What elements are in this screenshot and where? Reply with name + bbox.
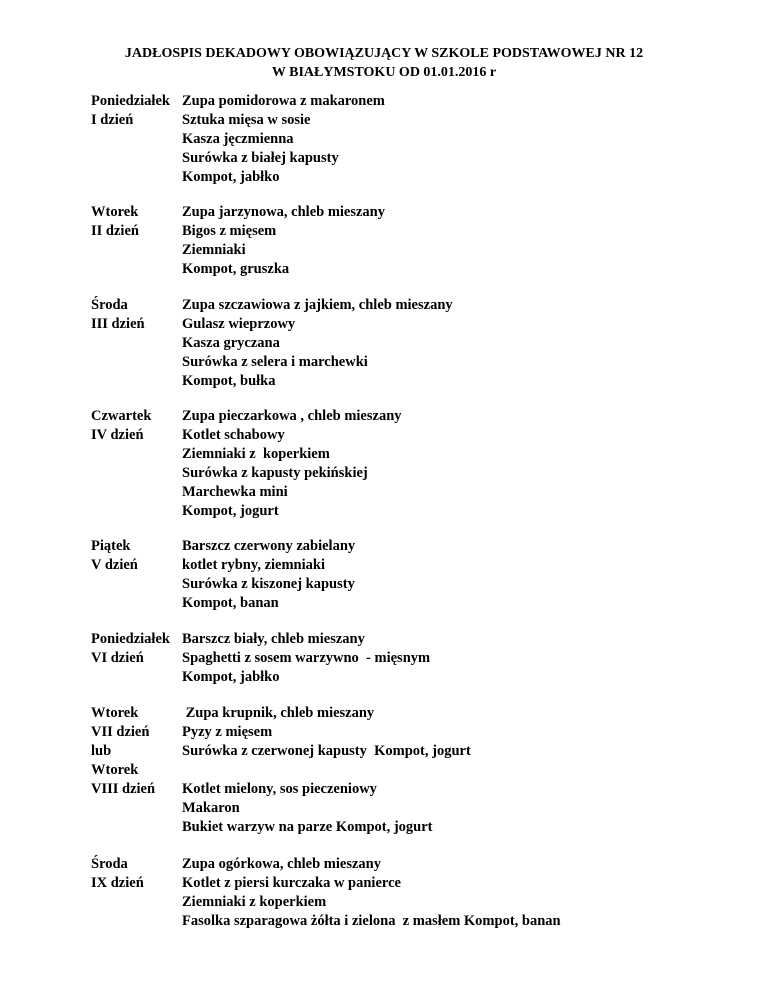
menu-row xyxy=(91,260,751,279)
day-block xyxy=(91,92,751,187)
menu-row xyxy=(91,855,751,874)
menu-row xyxy=(91,742,751,761)
dish-item: Kompot, jabłko xyxy=(182,169,280,185)
dish-item: Kompot, gruszka xyxy=(182,261,290,277)
menu-row xyxy=(91,874,751,893)
dish-item: Zupa krupnik, chleb mieszany xyxy=(182,705,375,721)
day-label: VIII dzień xyxy=(91,781,156,797)
menu-row xyxy=(91,502,751,521)
menu-row xyxy=(91,761,751,780)
dish-item: Fasolka szparagowa żółta i zielona z masłem Kompot, banan xyxy=(182,913,561,929)
day-label: Czwartek xyxy=(91,408,152,424)
menu-row xyxy=(91,334,751,353)
menu-row xyxy=(91,912,751,931)
dish-item: Ziemniaki z koperkiem xyxy=(182,446,330,462)
dish-item: Kompot, jogurt xyxy=(182,503,279,519)
menu-row xyxy=(91,92,751,111)
day-label: IV dzień xyxy=(91,427,144,443)
menu-row xyxy=(91,556,751,575)
menu-row xyxy=(91,723,751,742)
dish-item: Zupa jarzynowa, chleb mieszany xyxy=(182,204,385,220)
dish-item: Ziemniaki xyxy=(182,242,246,258)
menu-row xyxy=(91,315,751,334)
menu-row xyxy=(91,818,751,837)
menu-row xyxy=(91,130,751,149)
dish-item: Sztuka mięsa w sosie xyxy=(182,112,311,128)
dish-item: Gulasz wieprzowy xyxy=(182,316,296,332)
dish-item: Kompot, banan xyxy=(182,595,279,611)
day-block xyxy=(91,630,751,687)
menu-row xyxy=(91,241,751,260)
dish-item: Zupa ogórkowa, chleb mieszany xyxy=(182,856,381,872)
menu-row xyxy=(91,704,751,723)
day-label: III dzień xyxy=(91,316,145,332)
dish-item: Spaghetti z sosem warzywno - mięsnym xyxy=(182,650,431,666)
dish-item: Bigos z mięsem xyxy=(182,223,277,239)
menu-row xyxy=(91,353,751,372)
menu-row xyxy=(91,407,751,426)
dish-item: Kotlet z piersi kurczaka w panierce xyxy=(182,875,401,891)
day-label: Piątek xyxy=(91,538,131,554)
day-label: I dzień xyxy=(91,112,134,128)
day-label: Środa xyxy=(91,856,128,872)
dish-item: kotlet rybny, ziemniaki xyxy=(182,557,325,573)
title-line-1: JADŁOSPIS DEKADOWY OBOWIĄZUJĄCY W SZKOLE PODSTAWOWEJ NR 12 xyxy=(124,46,644,61)
dish-item: Barszcz czerwony zabielany xyxy=(182,538,356,554)
day-block xyxy=(91,296,751,391)
dish-item: Kotlet schabowy xyxy=(182,427,285,443)
dish-item: Surówka z czerwonej kapusty Kompot, jogurt xyxy=(182,743,471,759)
dish-item: Ziemniaki z koperkiem xyxy=(182,894,327,910)
day-block xyxy=(91,855,751,931)
menu-row xyxy=(91,464,751,483)
day-block xyxy=(91,704,751,837)
menu-row xyxy=(91,222,751,241)
dish-item: Surówka z kapusty pekińskiej xyxy=(182,465,368,481)
day-label: IX dzień xyxy=(91,875,144,891)
dish-item: Zupa pomidorowa z makaronem xyxy=(182,93,385,109)
dish-item: Makaron xyxy=(182,800,240,816)
menu-row xyxy=(91,780,751,799)
day-block xyxy=(91,537,751,613)
day-label: II dzień xyxy=(91,223,139,239)
dish-item: Kompot, bułka xyxy=(182,373,276,389)
menu-row xyxy=(91,203,751,222)
dish-item: Zupa pieczarkowa , chleb mieszany xyxy=(182,408,402,424)
day-block xyxy=(91,203,751,279)
dish-item: Zupa szczawiowa z jajkiem, chleb mieszany xyxy=(182,297,453,313)
dish-item: Bukiet warzyw na parze Kompot, jogurt xyxy=(182,819,433,835)
dish-item: Barszcz biały, chleb mieszany xyxy=(182,631,365,647)
dish-item: Kompot, jabłko xyxy=(182,669,280,685)
dish-item: Pyzy z mięsem xyxy=(182,724,273,740)
day-label: Wtorek xyxy=(91,204,139,220)
menu-row xyxy=(91,426,751,445)
dish-item: Surówka z białej kapusty xyxy=(182,150,339,166)
menu-row xyxy=(91,168,751,187)
menu-row xyxy=(91,594,751,613)
menu-row xyxy=(91,111,751,130)
menu-row xyxy=(91,372,751,391)
dish-item: Kotlet mielony, sos pieczeniowy xyxy=(182,781,377,797)
day-label: Środa xyxy=(91,297,128,313)
day-label: Wtorek xyxy=(91,762,139,778)
day-label: Poniedziałek xyxy=(91,93,170,109)
menu-row xyxy=(91,575,751,594)
dish-item: Marchewka mini xyxy=(182,484,288,500)
dish-item: Surówka z selera i marchewki xyxy=(182,354,368,370)
day-label: VII dzień xyxy=(91,724,150,740)
day-label: Wtorek xyxy=(91,705,139,721)
menu-row xyxy=(91,445,751,464)
menu-row xyxy=(91,149,751,168)
title-line-2: W BIAŁYMSTOKU OD 01.01.2016 r xyxy=(271,65,497,80)
day-label: VI dzień xyxy=(91,650,144,666)
day-block xyxy=(91,407,751,521)
dish-item: Kasza gryczana xyxy=(182,335,280,351)
menu-row xyxy=(91,483,751,502)
dish-item: Kasza jęczmienna xyxy=(182,131,294,147)
day-label: Poniedziałek xyxy=(91,631,170,647)
menu-row xyxy=(91,668,751,687)
menu-title xyxy=(0,44,768,82)
day-label: V dzień xyxy=(91,557,138,573)
menu-row xyxy=(91,630,751,649)
menu-row xyxy=(91,649,751,668)
dish-item: Surówka z kiszonej kapusty xyxy=(182,576,355,592)
menu-row xyxy=(91,893,751,912)
menu-row xyxy=(91,537,751,556)
menu-row xyxy=(91,296,751,315)
menu-row xyxy=(91,799,751,818)
day-label: lub xyxy=(91,743,112,759)
